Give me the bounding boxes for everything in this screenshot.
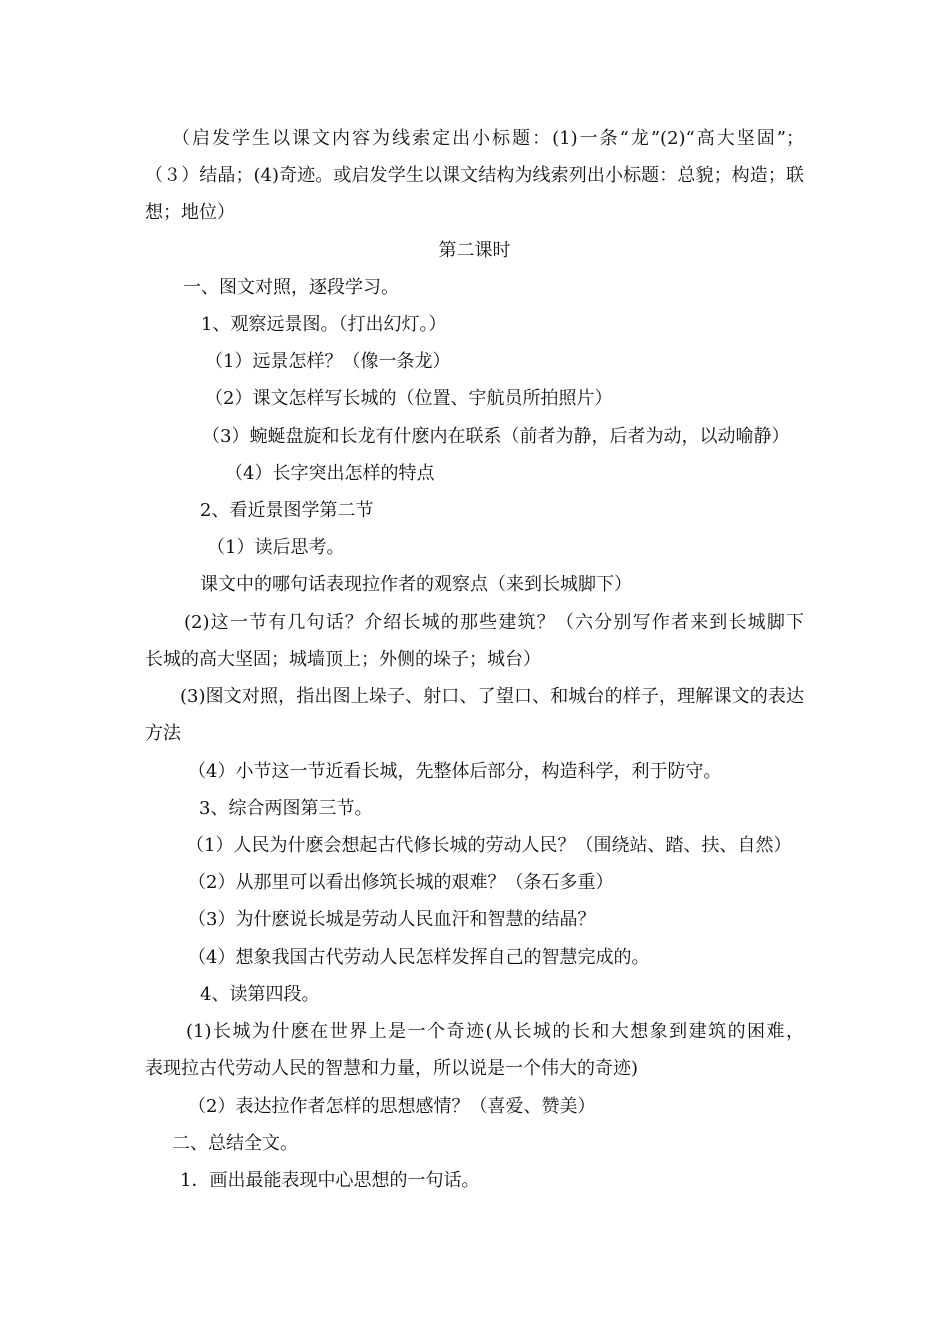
text-line: （启发学生以课文内容为线索定出小标题：(1)一条“龙”(2)“高大坚固”； [172,128,804,149]
text-line: （4）长字突出怎样的特点 [225,463,435,484]
text-line: （2）课文怎样写长城的（位置、宇航员所拍照片） [205,388,613,409]
text-line: （3）为什麽说长城是劳动人民血汗和智慧的结晶？ [188,909,596,930]
text-line: （1）读后思考。 [207,537,345,558]
text-line: 方法 [145,723,181,744]
text-line: 2、看近景图学第二节 [200,500,374,521]
text-line: （３）结晶；(4)奇迹。或启发学生以课文结构为线索列出小标题：总貌；构造；联 [145,165,804,186]
text-line: (2)这一节有几句话？介绍长城的那些建筑？（六分别写作者来到长城脚下 [184,612,804,633]
text-line: 长城的高大坚固；城墙顶上；外侧的垛子；城台） [145,649,541,670]
text-line: 3、综合两图第三节。 [199,798,373,819]
text-line: 二、总结全文。 [172,1133,298,1154]
text-line: (3)图文对照，指出图上垛子、射口、了望口、和城台的样子，理解课文的表达 [180,686,804,707]
text-line: 1．画出最能表现中心思想的一句话。 [180,1170,480,1191]
text-line: 一、图文对照，逐段学习。 [183,277,399,298]
text-line: （1）远景怎样？（像一条龙） [205,351,451,372]
text-line: （4）想象我国古代劳动人民怎样发挥自己的智慧完成的。 [188,947,650,968]
text-line: 表现拉古代劳动人民的智慧和力量，所以说是一个伟大的奇迹) [145,1058,639,1079]
text-line: （1）人民为什麽会想起古代修长城的劳动人民？（围绕站、踏、扶、自然） [186,835,792,856]
text-line: 课文中的哪句话表现拉作者的观察点（来到长城脚下） [200,574,632,595]
text-line: 4、读第四段。 [200,984,320,1005]
text-line: 想；地位） [145,202,235,223]
text-line: 1、观察远景图。（打出幻灯。） [201,314,447,335]
text-line: (1)长城为什麽在世界上是一个奇迹(从长城的长和大想象到建筑的困难， [186,1021,804,1042]
text-line: （3）蜿蜒盘旋和长龙有什麽内在联系（前者为静，后者为动，以动喻静） [202,426,790,447]
text-line: （4）小节这一节近看长城，先整体后部分，构造科学，利于防守。 [188,761,722,782]
text-line: （2）从那里可以看出修筑长城的艰难？（条石多重） [188,872,614,893]
section-heading: 第二课时 [438,240,511,261]
text-line: （2）表达拉作者怎样的思想感情？（喜爱、赞美） [188,1096,596,1117]
